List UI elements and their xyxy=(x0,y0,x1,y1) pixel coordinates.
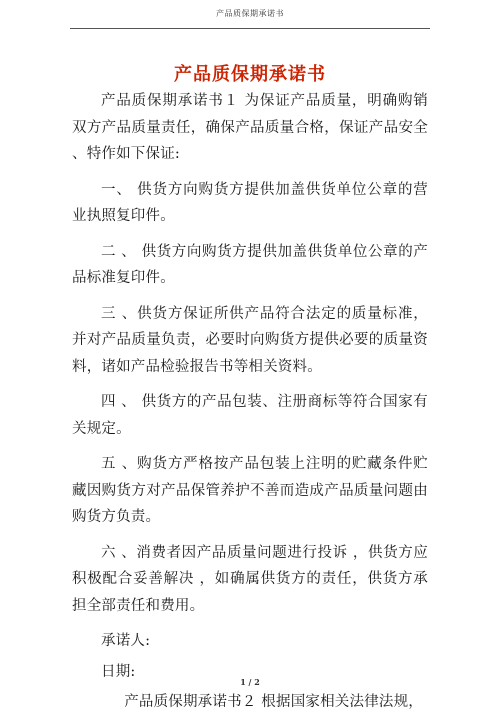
clause-2: 二 、 供货方向购货方提供加盖供货单位公章的产品标准复印件。 xyxy=(72,243,428,286)
second-letter-start: 产品质保期承诺书２ 根据国家相关法律法规， xyxy=(124,694,423,710)
clause-4: 四 、 供货方的产品包装、注册商标等符合国家有关规定。 xyxy=(72,394,428,437)
signer-label: 承诺人: xyxy=(101,633,151,649)
clause-6: 六 、消费者因产品质量问题进行投诉 ，供货方应积极配合妥善解决 ，如确属供货方的责任，供货方承担全部责任和费用。 xyxy=(72,544,428,614)
clause-1: 一、 供货方向购货方提供加盖供货单位公章的营业执照复印件。 xyxy=(72,181,428,224)
page-header: 产品质保期承诺书 xyxy=(216,9,284,18)
document-body xyxy=(72,88,428,725)
page-number: 1 / 2 xyxy=(240,677,260,687)
header-divider xyxy=(70,28,430,29)
date-label: 日期: xyxy=(101,663,136,680)
clause-3: 三 、供货方保证所供产品符合法定的质量标准，并对产品质量负责，必要时向购货方提供必要的质量资料，诸如产品检验报告书等相关资料。 xyxy=(72,305,428,375)
clause-5: 五 、购货方严格按产品包装上注明的贮藏条件贮藏因购货方对产品保管养护不善而造成产品质量问题由购货方负责。 xyxy=(72,456,428,525)
document-title: 产品质保期承诺书 xyxy=(174,64,326,85)
intro-paragraph: 产品质保期承诺书１ 为保证产品质量，明确购销双方产品质量责任，确保产品质量合格，保证产品安全 、特作如下保证: xyxy=(72,93,428,162)
